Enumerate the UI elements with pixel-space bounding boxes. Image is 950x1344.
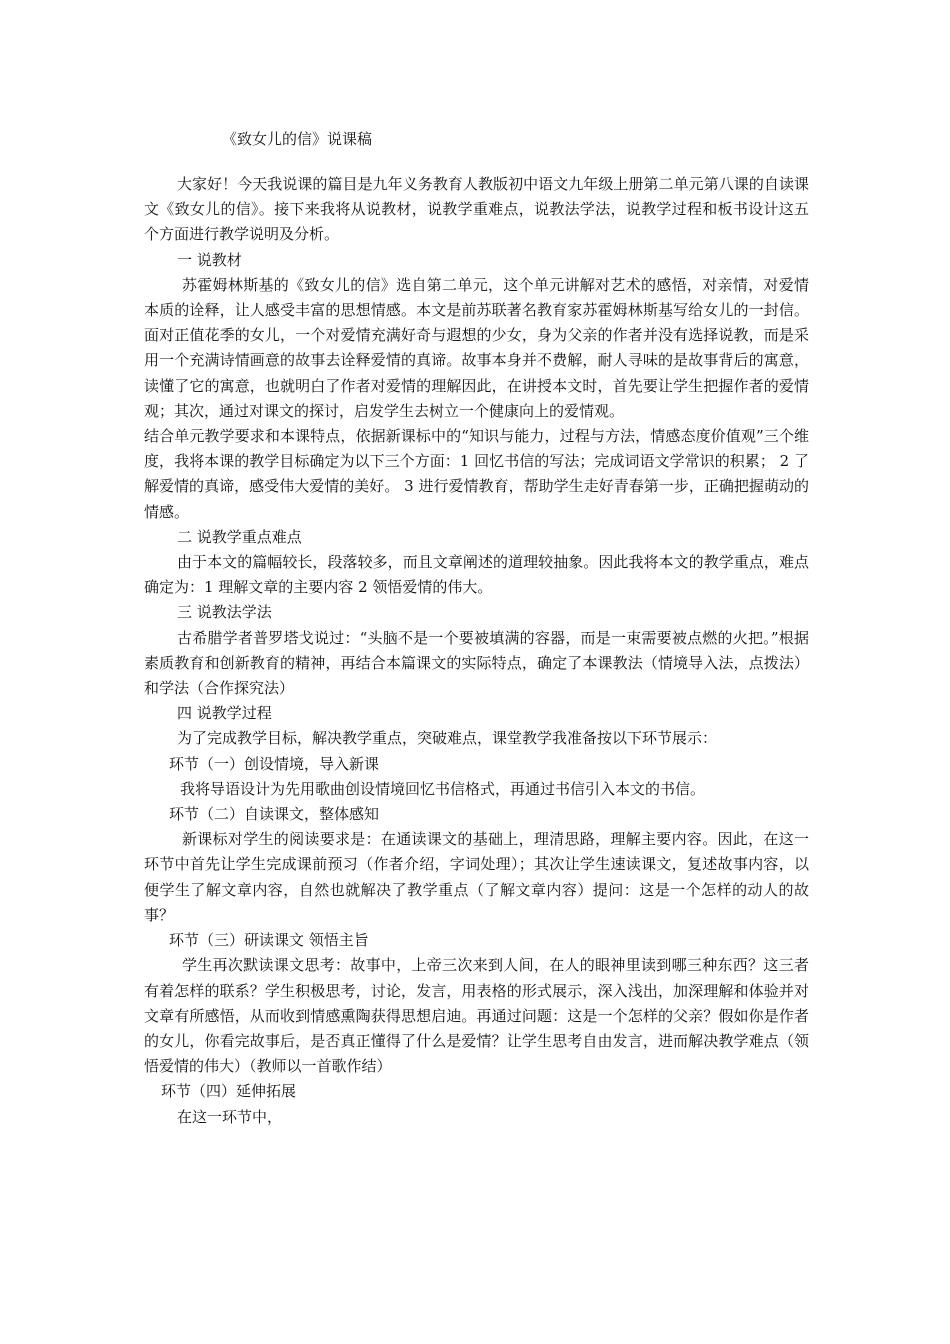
- document-title: 《致女儿的信》说课稿: [222, 130, 373, 148]
- section-heading-process: 四 说教学过程: [177, 704, 272, 723]
- section-heading-methods: 三 说教法学法: [177, 603, 272, 622]
- section-heading-key-points: 二 说教学重点难点: [177, 527, 302, 546]
- process-intro-paragraph: 为了完成教学目标，解决教学重点，突破难点，课堂教学我准备按以下环节展示：: [177, 729, 718, 748]
- step-2-paragraph: 新课标对学生的阅读要求是：在通读课文的基础上，理清思路，理解主要内容。因此，在这一环节中首先让学生完成课前预习（作者介绍，字词处理）；其次让学生速读课文，复述故事内容，以便学生了解文章内容，自然也就解决了教学重点（了解文章内容）提问：这是一个怎样的动人的故事？: [144, 830, 809, 924]
- intro-paragraph: 大家好！今天我说课的篇目是九年义务教育人教版初中语文九年级上册第二单元第八课的自读课文《致女儿的信》。接下来我将从说教材，说教学重难点，说教法学法，说教学过程和板书设计这五个方面进行教学说明及分析。: [144, 175, 809, 244]
- textbook-paragraph-1: 苏霍姆林斯基的《致女儿的信》选自第二单元，这个单元讲解对艺术的感悟，对亲情，对爱情本质的诠释，让人感受丰富的思想情感。本文是前苏联著名教育家苏霍姆林斯基写给女儿的一封信。面对正值花季的女儿，一个对爱情充满好奇与遐想的少女，身为父亲的作者并没有选择说教，而是采用一个充满诗情画意的故事去诠释爱情的真谛。故事本身并不费解，耐人寻味的是故事背后的寓意，读懂了它的寓意，也就明白了作者对爱情的理解因此，在讲授本文时，首先要让学生把握作者的爱情观；其次，通过对课文的探讨，启发学生去树立一个健康向上的爱情观。: [144, 275, 809, 420]
- step-3-heading: 环节（三）研读课文 领悟主旨: [169, 931, 369, 950]
- key-points-paragraph: 由于本文的篇幅较长，段落较多，而且文章阐述的道理较抽象。因此我将本文的教学重点，难点确定为：1 理解文章的主要内容 2 领悟爱情的伟大。: [144, 553, 809, 597]
- textbook-paragraph-2: 结合单元教学要求和本课特点，依据新课标中的“知识与能力，过程与方法，情感态度价值观”三个维度，我将本课的教学目标确定为以下三个方面：1 回忆书信的写法；完成词语文学常识的积累； 2 了解爱情的真谛，感受伟大爱情的美好。 3 进行爱情教育，帮助学生走好青春第一步，正确把握萌动的情感。: [144, 427, 809, 521]
- step-4-heading: 环节（四）延伸拓展: [161, 1082, 297, 1101]
- methods-paragraph: 古希腊学者普罗塔戈说过：“头脑不是一个要被填满的容器，而是一束需要被点燃的火把。”根据素质教育和创新教育的精神，再结合本篇课文的实际特点，确定了本课教法（情境导入法，点拨法）和学法（合作探究法）: [144, 628, 809, 698]
- section-heading-textbook: 一 说教材: [177, 250, 242, 269]
- step-3-paragraph: 学生再次默读课文思考：故事中，上帝三次来到人间，在人的眼神里读到哪三种东西？这三者有着怎样的联系？学生积极思考，讨论，发言，用表格的形式展示，深入浅出，加深理解和体验并对文章有所感悟，从而收到情感熏陶获得思想启迪。再通过问题：这是一个怎样的父亲？假如你是作者的女儿，你看完故事后，是否真正懂得了什么是爱情？让学生思考自由发言，进而解决教学难点（领悟爱情的伟大）（教师以一首歌作结）: [144, 956, 809, 1076]
- step-1-heading: 环节（一）创设情境，导入新课: [169, 754, 380, 773]
- step-2-heading: 环节（二）自读课文，整体感知: [169, 805, 380, 824]
- document-body: [144, 172, 809, 1130]
- step-4-paragraph: 在这一环节中，: [177, 1107, 283, 1126]
- step-1-paragraph: 我将导语设计为先用歌曲创设情境回忆书信格式，再通过书信引入本文的书信。: [180, 779, 706, 798]
